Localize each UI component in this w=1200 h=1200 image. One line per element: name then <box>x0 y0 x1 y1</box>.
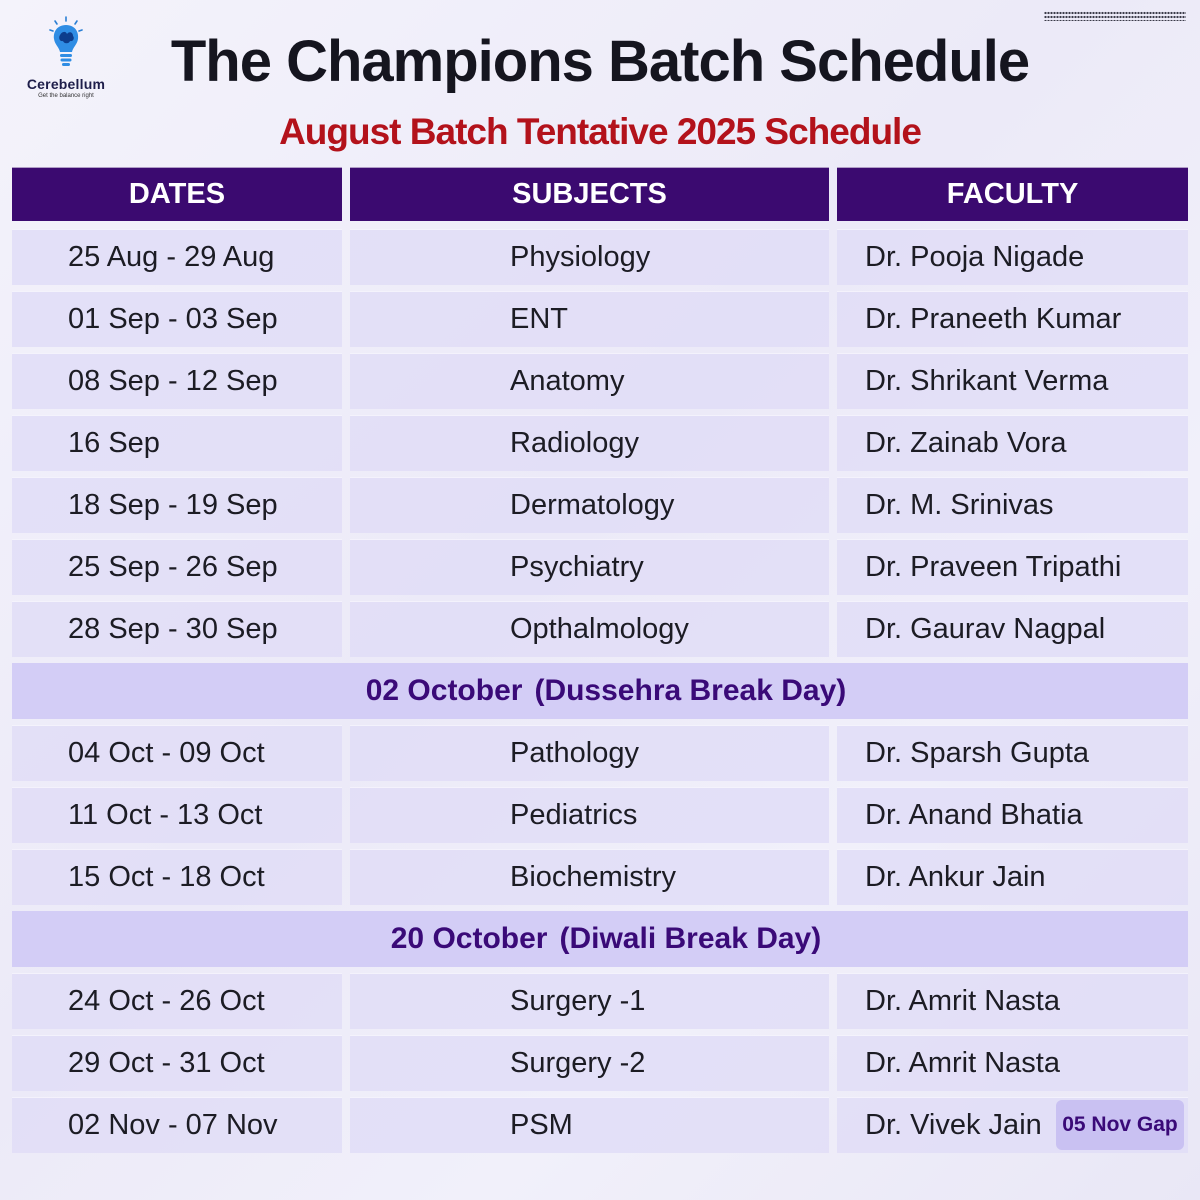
break-note: (Dussehra Break Day) <box>534 674 847 707</box>
faculty-cell: Dr. Zainab Vora <box>837 415 1188 471</box>
gap-badge: 05 Nov Gap <box>1056 1100 1184 1150</box>
page-title: The Champions Batch Schedule <box>170 29 1030 94</box>
subject-cell: Dermatology <box>350 477 829 533</box>
break-note: (Diwali Break Day) <box>559 922 822 955</box>
break-date: 20 October <box>390 922 548 955</box>
page-subtitle: August Batch Tentative 2025 Schedule <box>279 111 921 152</box>
table-row <box>12 849 1188 905</box>
date-cell: 08 Sep - 12 Sep <box>12 353 342 409</box>
table-row <box>12 539 1188 595</box>
subject-cell: Pathology <box>350 725 829 781</box>
faculty-cell: Dr. Shrikant Verma <box>837 353 1188 409</box>
date-cell: 01 Sep - 03 Sep <box>12 291 342 347</box>
table-row <box>12 787 1188 843</box>
date-cell: 15 Oct - 18 Oct <box>12 849 342 905</box>
faculty-cell: Dr. Amrit Nasta <box>837 973 1188 1029</box>
table-row <box>12 1097 1188 1153</box>
subject-cell: Biochemistry <box>350 849 829 905</box>
brand-tagline: Get the balance right <box>38 93 94 99</box>
date-cell: 25 Aug - 29 Aug <box>12 229 342 285</box>
cerebellum-logo <box>16 16 116 99</box>
subject-cell: Surgery -2 <box>350 1035 829 1091</box>
date-cell: 28 Sep - 30 Sep <box>12 601 342 657</box>
subject-cell: Opthalmology <box>350 601 829 657</box>
schedule-table <box>12 167 1188 1159</box>
date-cell: 02 Nov - 07 Nov <box>12 1097 342 1153</box>
date-cell: 29 Oct - 31 Oct <box>12 1035 342 1091</box>
subject-cell: Radiology <box>350 415 829 471</box>
date-cell: 18 Sep - 19 Sep <box>12 477 342 533</box>
subject-cell: Pediatrics <box>350 787 829 843</box>
header-faculty: FACULTY <box>837 167 1188 221</box>
table-row <box>12 477 1188 533</box>
faculty-cell: Dr. Pooja Nigade <box>837 229 1188 285</box>
faculty-cell: Dr. Amrit Nasta <box>837 1035 1188 1091</box>
table-row <box>12 291 1188 347</box>
faculty-cell <box>837 1097 1188 1153</box>
header-dates: DATES <box>12 167 342 221</box>
faculty-cell: Dr. Praveen Tripathi <box>837 539 1188 595</box>
faculty-cell: Dr. Praneeth Kumar <box>837 291 1188 347</box>
break-date: 02 October <box>365 674 523 707</box>
table-row <box>12 973 1188 1029</box>
subject-cell: ENT <box>350 291 829 347</box>
date-cell: 11 Oct - 13 Oct <box>12 787 342 843</box>
subject-cell: PSM <box>350 1097 829 1153</box>
table-row <box>12 415 1188 471</box>
table-row <box>12 725 1188 781</box>
date-cell: 04 Oct - 09 Oct <box>12 725 342 781</box>
date-cell: 24 Oct - 26 Oct <box>12 973 342 1029</box>
table-header-row <box>12 167 1188 221</box>
dotted-pattern <box>1044 11 1186 21</box>
date-cell: 25 Sep - 26 Sep <box>12 539 342 595</box>
break-row-dussehra <box>12 663 1188 719</box>
table-row <box>12 601 1188 657</box>
subject-cell: Psychiatry <box>350 539 829 595</box>
subject-cell: Surgery -1 <box>350 973 829 1029</box>
table-row <box>12 229 1188 285</box>
table-row <box>12 353 1188 409</box>
table-row <box>12 1035 1188 1091</box>
header-subjects: SUBJECTS <box>350 167 829 221</box>
faculty-cell: Dr. Ankur Jain <box>837 849 1188 905</box>
date-cell: 16 Sep <box>12 415 342 471</box>
break-row-diwali <box>12 911 1188 967</box>
subject-cell: Anatomy <box>350 353 829 409</box>
faculty-name: Dr. Vivek Jain <box>865 1108 1042 1141</box>
faculty-cell: Dr. M. Srinivas <box>837 477 1188 533</box>
faculty-cell: Dr. Gaurav Nagpal <box>837 601 1188 657</box>
brain-bulb-icon <box>49 16 83 74</box>
faculty-cell: Dr. Anand Bhatia <box>837 787 1188 843</box>
faculty-cell: Dr. Sparsh Gupta <box>837 725 1188 781</box>
subject-cell: Physiology <box>350 229 829 285</box>
brand-name: Cerebellum <box>26 76 106 92</box>
